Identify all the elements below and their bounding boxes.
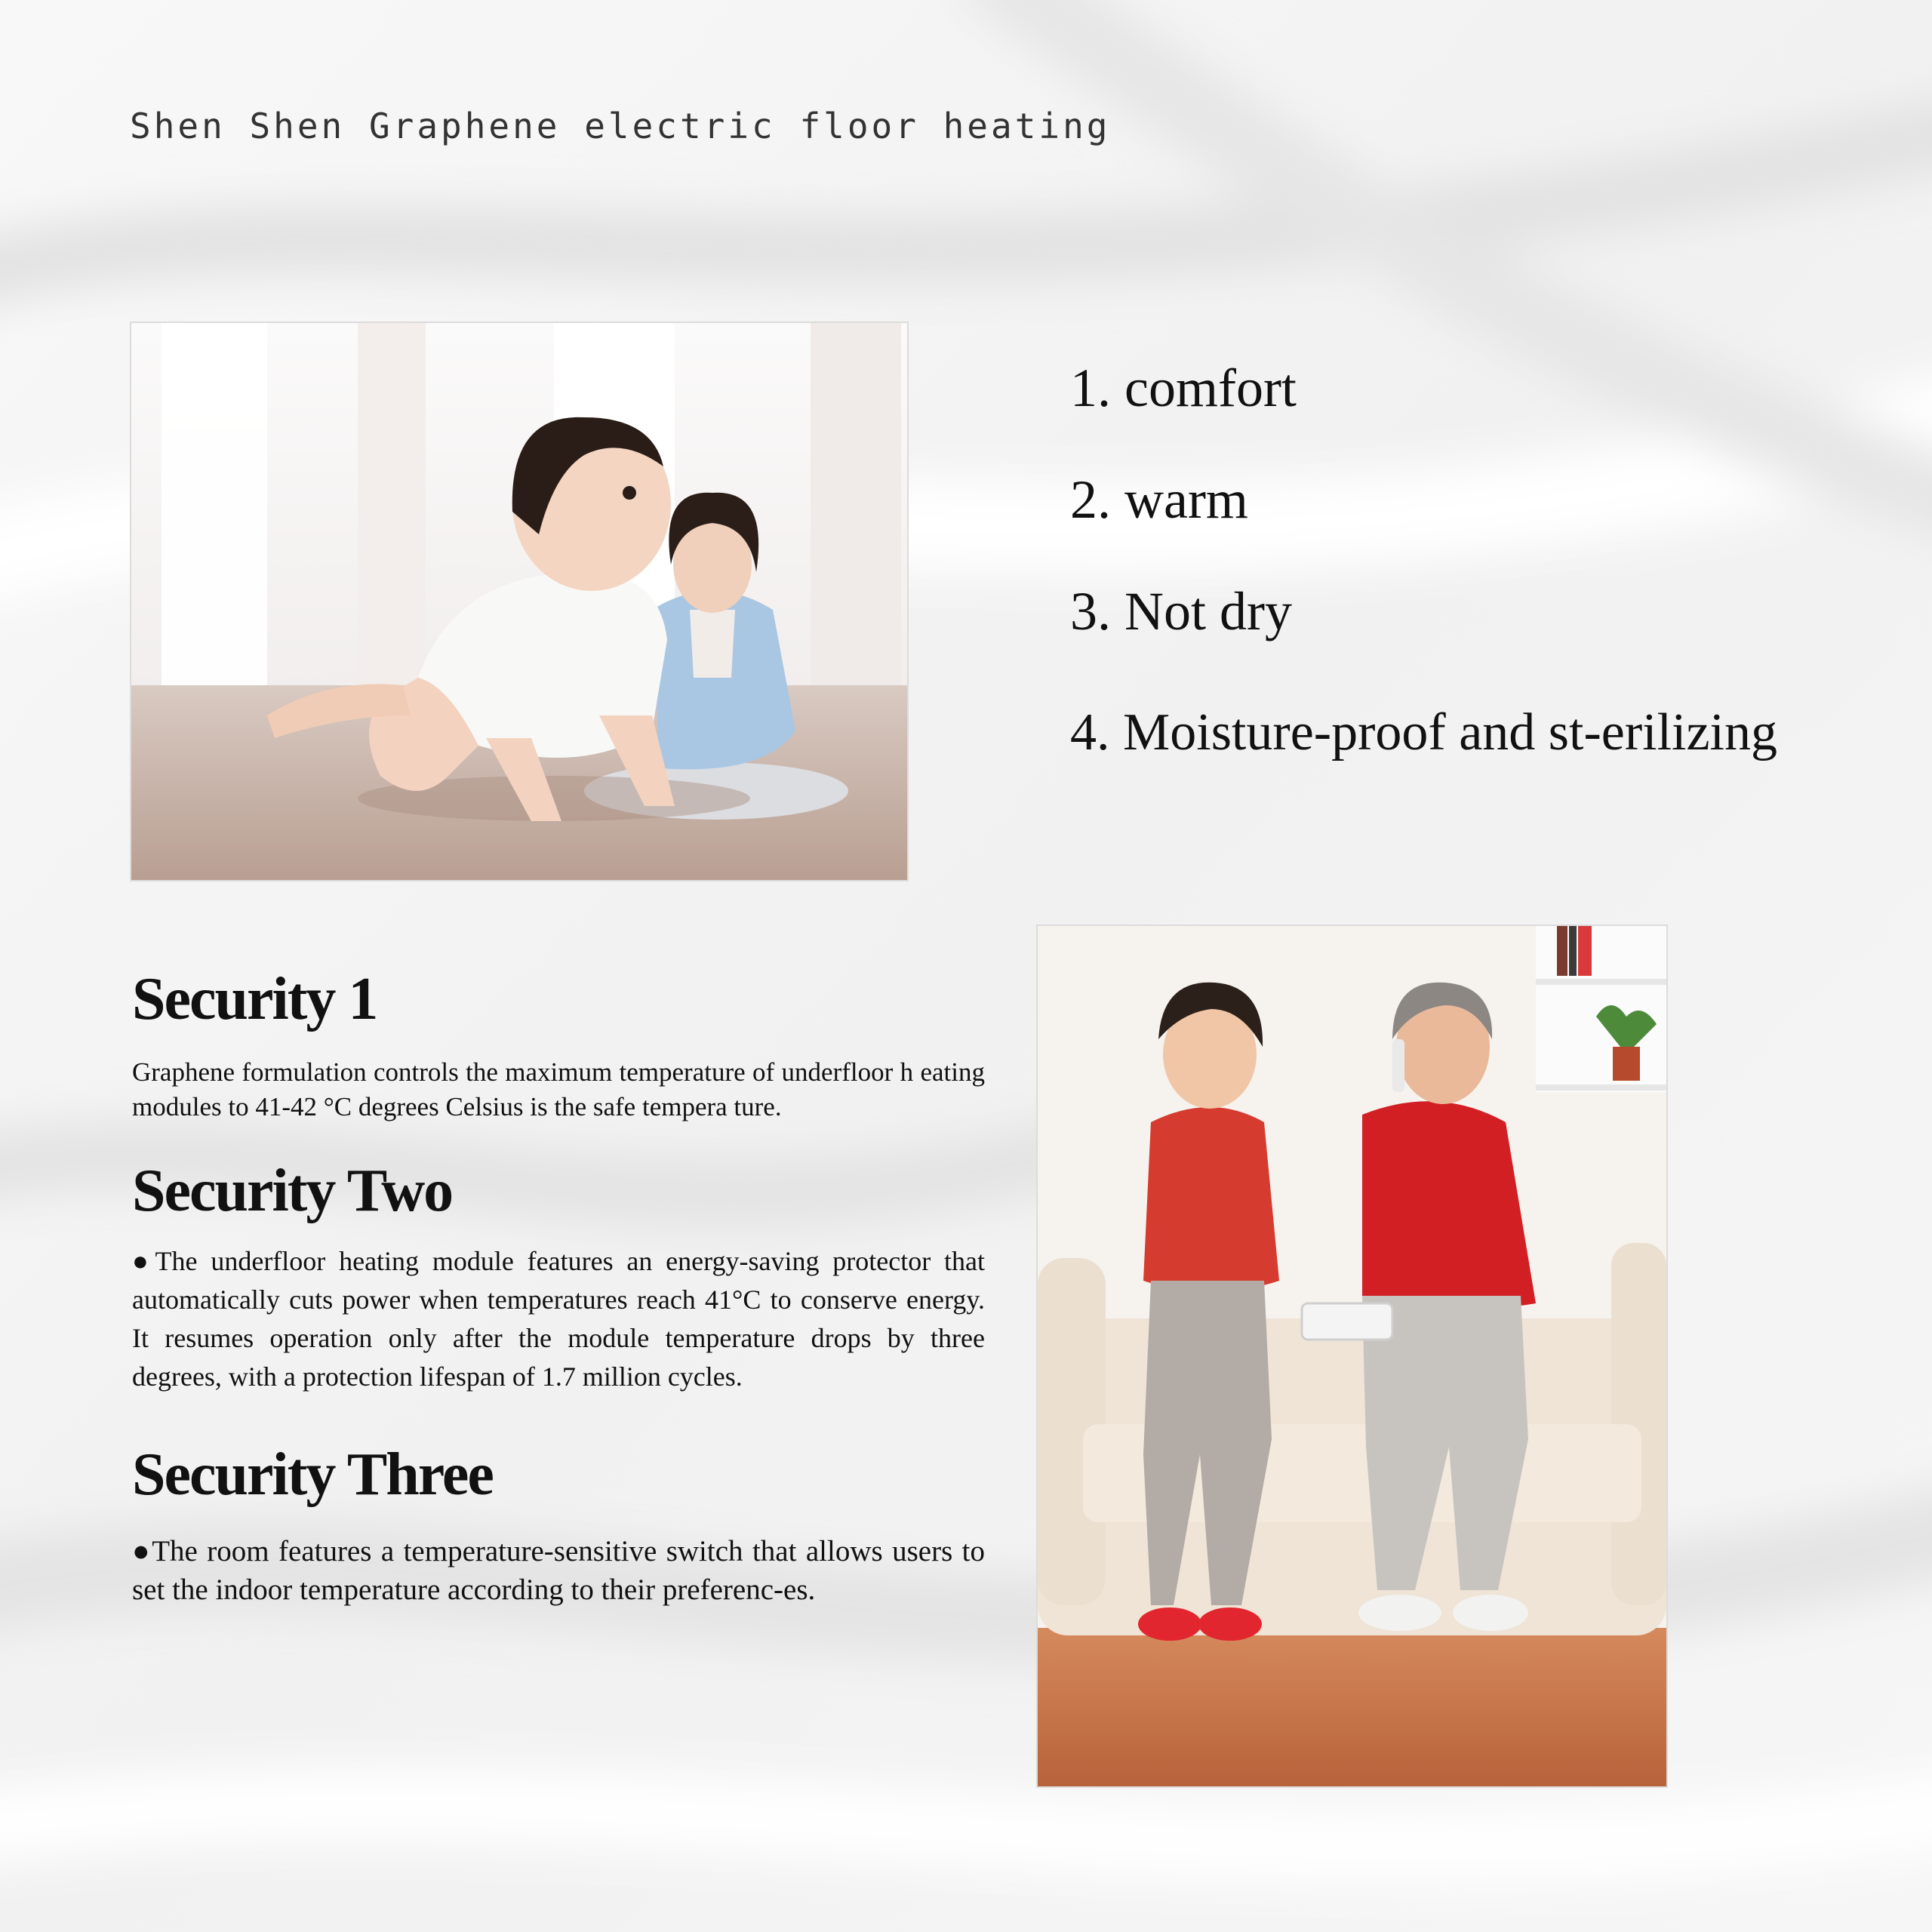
feature-item-comfort: 1. comfort [1070, 358, 1297, 418]
feature-list [1070, 358, 1778, 818]
security-heading-3: Security Three [132, 1441, 493, 1508]
security-heading-2: Security Two [132, 1158, 453, 1224]
security-text-2: ●The underfloor heating module features an energy-saving protector that automatically cuts power when temperatures reach 41°C to conserve energy. It resumes operation only after the module temperature drops by three degrees, with a protection lifespan of 1.7 million cycles. [132, 1246, 985, 1392]
feature-item-moisture-proof: 4. Moisture-proof and st-erilizing [1070, 703, 1778, 761]
security-heading-1: Security 1 [132, 966, 377, 1032]
elderly-couple-photo [1036, 924, 1668, 1788]
security-section-2 [132, 1156, 985, 1396]
page-title: Shen Shen Graphene electric floor heating [130, 106, 1111, 146]
feature-item-not-dry: 3. Not dry [1070, 581, 1292, 641]
security-section-1 [132, 964, 985, 1124]
security-section-3 [132, 1440, 985, 1610]
baby-crawling-photo [130, 321, 909, 881]
security-text-1: Graphene formulation controls the maximum temperature of underfloor h eating modules to 41-42 °C degrees Celsius is the safe tempera ture. [132, 1057, 985, 1121]
feature-item-warm: 2. warm [1070, 469, 1248, 530]
security-text-3: ●The room features a temperature-sensitive switch that allows users to set the indoor temperature according to their preferenc-es. [132, 1535, 985, 1607]
